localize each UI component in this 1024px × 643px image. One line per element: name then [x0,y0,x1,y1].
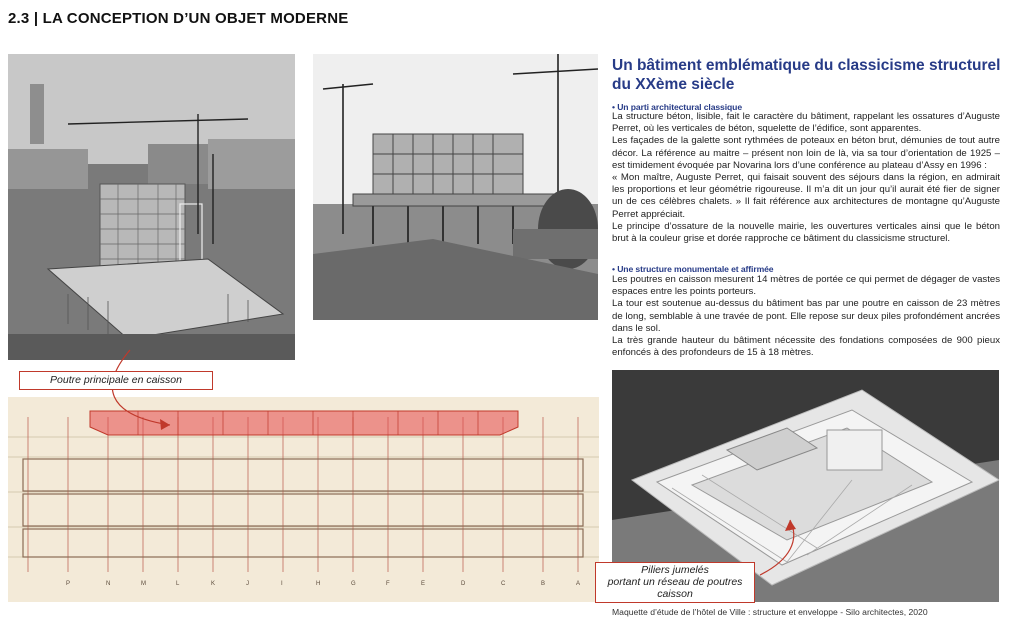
model-caption: Maquette d’étude de l’hôtel de Ville : structure et enveloppe - Silo architectes, 2020 [612,607,928,617]
section2-paragraph: La tour est soutenue au-dessus du bâtiment bas par une poutre en caisson de 23 mètres de long, semblable à une travée de pont. Elle repose sur deux piles profondément ancrées dans le sol. [612,298,1000,334]
section1-paragraph: « Mon maître, Auguste Perret, qui faisait souvent des séjours dans la région, en admirait les proportions et leur géométrie rigoureuse. Il m’a dit un jour qu’il aurait été fier de signer un de ces célèbres chalets. » Il fait référence aux architectures de montagne qu’Auguste Perret appréciait. [612,172,1000,220]
section2-paragraph: Les poutres en caisson mesurent 14 mètres de portée ce qui permet de dégager de vastes espaces entre les points porteurs. [612,274,1000,298]
plan-axis-label: M [141,581,146,587]
plan-axis-label: A [576,581,581,587]
section2-paragraph: La très grande hauteur du bâtiment nécessite des fondations composées de 900 pieux enfoncés à des profondeurs de 15 à 18 mètres. [612,335,1000,359]
plan-axis-label: J [246,581,249,587]
section2-subtitle: • Une structure monumentale et affirmée [612,264,774,274]
plan-axis-label: B [541,581,546,587]
plan-axis-label: I [281,581,283,587]
section1-paragraph: Le principe d’ossature de la nouvelle mairie, les ouvertures verticales ainsi que le béton brut à la couleur grise et dorée rapproche ce bâtiment du classicisme structurel. [612,220,1000,245]
plan-axis-label: L [176,581,180,587]
plan-axis-label: N [106,581,111,587]
article-heading: Un bâtiment emblématique du classicisme structurel du XXème siècle [612,57,1001,93]
plan-axis-label: F [386,581,390,587]
plan-axis-label: H [316,581,321,587]
section1-subtitle: • Un parti architectural classique [612,102,742,112]
plan-axis-label: G [351,581,356,587]
pillars-callout-line: caisson [657,588,693,600]
pillars-callout-line: portant un réseau de poutres [607,576,743,588]
plan-axis-label: D [461,581,466,587]
plan-axis-label: C [501,581,506,587]
beam-callout: Poutre principale en caisson [19,371,213,390]
plan-axis-label: K [211,581,216,587]
page-title: 2.3 | LA CONCEPTION D’UN OBJET MODERNE [8,10,349,27]
pillars-callout [595,562,755,603]
section1-paragraph: Les façades de la galette sont rythmées de poteaux en béton brut, démunies de tout autre décor. La référence au maitre – présent non loin de là, via sa tour d’orientation de 1925 – est timidement évoquée par Novarina lors d’une conférence au plateau d’Assy en 1996 : [612,135,1000,171]
plan-axis-label: E [421,581,426,587]
plan-axis-label: P [66,581,71,587]
section1-paragraph: La structure béton, lisible, fait le caractère du bâtiment, rappelant les ossatures d’Auguste Perret, où les verticales de béton, squelette de l’édifice, sont apparentes. [612,111,1000,135]
pillars-callout-line: Piliers jumelés [641,564,709,576]
